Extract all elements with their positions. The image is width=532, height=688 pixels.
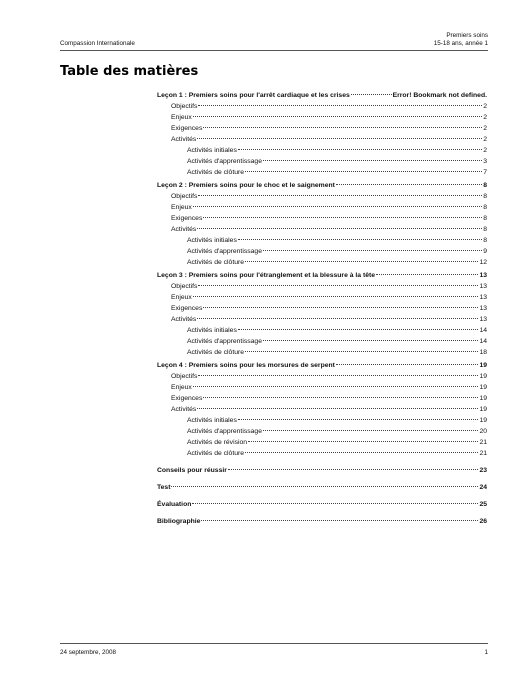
toc-entry[interactable] — [157, 465, 487, 476]
toc-entry-label: Exigences — [171, 215, 203, 222]
toc-entry-page: 19 — [479, 373, 487, 380]
toc-entry[interactable] — [157, 257, 487, 268]
toc-entry-label: Activités initiales — [187, 237, 237, 244]
toc-entry-label: Activités de clôture — [187, 349, 245, 356]
footer-date: 24 septembre, 2008 — [60, 649, 117, 656]
toc-entry[interactable] — [157, 112, 487, 123]
toc-entry-label: Activités initiales — [187, 147, 237, 154]
toc-dot-leader — [245, 261, 478, 262]
toc-entry-page: 13 — [479, 283, 487, 290]
toc-entry[interactable] — [157, 167, 487, 178]
toc-dot-leader — [198, 375, 478, 376]
toc-entry-page: 18 — [479, 349, 487, 356]
toc-entry[interactable] — [157, 101, 487, 112]
toc-entry-page: 13 — [479, 294, 487, 301]
toc-entry-label: Activités de révision — [187, 439, 248, 446]
toc-dot-leader — [171, 486, 478, 487]
toc-dot-leader — [263, 430, 478, 431]
toc-entry-page: 21 — [479, 439, 487, 446]
toc-entry[interactable] — [157, 393, 487, 404]
toc-entry-page: 19 — [479, 406, 487, 413]
page-title: Table des matières — [60, 64, 199, 79]
toc-entry-label: Leçon 3 : Premiers soins pour l'étranglement et la blessure à la tête — [157, 272, 376, 279]
toc-dot-leader — [203, 397, 478, 398]
toc-entry[interactable] — [157, 336, 487, 347]
toc-entry-page: 8 — [483, 193, 487, 200]
toc-entry-label: Leçon 2 : Premiers soins pour le choc et le saignement — [157, 182, 335, 189]
toc-entry-label: Activités d'apprentissage — [187, 248, 262, 255]
toc-dot-leader — [238, 149, 482, 150]
toc-entry[interactable] — [157, 191, 487, 202]
toc-entry[interactable] — [157, 246, 487, 257]
toc-dot-leader — [238, 329, 479, 330]
toc-dot-leader — [197, 408, 478, 409]
header-course: Premiers soins — [446, 32, 488, 39]
toc-entry[interactable] — [157, 371, 487, 382]
toc-dot-leader — [228, 469, 479, 470]
toc-entry-label: Enjeux — [171, 384, 192, 391]
toc-dot-leader — [351, 94, 392, 95]
toc-entry[interactable] — [157, 347, 487, 358]
toc-entry[interactable] — [157, 224, 487, 235]
toc-dot-leader — [203, 217, 482, 218]
toc-entry-page: 19 — [479, 362, 487, 369]
toc-dot-leader — [263, 160, 482, 161]
toc-entry[interactable] — [157, 448, 487, 459]
toc-dot-leader — [198, 195, 482, 196]
toc-entry-label: Activités de clôture — [187, 450, 245, 457]
toc-entry-page: 19 — [479, 395, 487, 402]
toc-entry[interactable] — [157, 404, 487, 415]
toc-entry-page: 8 — [483, 215, 487, 222]
toc-entry-label: Objectifs — [171, 283, 198, 290]
toc-entry-page: 25 — [479, 501, 487, 508]
toc-entry-label: Activités d'apprentissage — [187, 428, 262, 435]
toc-entry[interactable] — [157, 325, 487, 336]
toc-entry-page: 26 — [479, 518, 487, 525]
header-audience: 15-18 ans, année 1 — [433, 39, 488, 47]
toc-entry-page: 8 — [483, 226, 487, 233]
toc-entry[interactable] — [157, 415, 487, 426]
toc-entry-page: 13 — [479, 305, 487, 312]
toc-entry-label: Test — [157, 484, 171, 491]
toc-entry[interactable] — [157, 156, 487, 167]
toc-entry-page: 8 — [483, 204, 487, 211]
toc-entry-label: Activités — [171, 406, 197, 413]
toc-dot-leader — [263, 340, 478, 341]
toc-entry-page: 2 — [483, 147, 487, 154]
toc-entry-page: 14 — [479, 327, 487, 334]
toc-entry-label: Activités initiales — [187, 417, 237, 424]
header-organization: Compassion Internationale — [60, 40, 135, 47]
toc-entry-page: 8 — [483, 237, 487, 244]
toc-entry-label: Bibliographie — [157, 518, 201, 525]
toc-dot-leader — [192, 503, 478, 504]
toc-entry-label: Enjeux — [171, 114, 192, 121]
toc-entry-page: 20 — [479, 428, 487, 435]
toc-dot-leader — [193, 296, 479, 297]
toc-entry[interactable] — [157, 180, 487, 191]
toc-entry[interactable] — [157, 382, 487, 393]
toc-entry-page: 3 — [483, 158, 487, 165]
toc-entry-page: 12 — [479, 259, 487, 266]
toc-entry-page: 13 — [479, 316, 487, 323]
footer-page-number: 1 — [484, 649, 488, 656]
toc-dot-leader — [193, 116, 482, 117]
toc-entry-page: 2 — [483, 103, 487, 110]
toc-entry[interactable] — [157, 314, 487, 325]
toc-dot-leader — [198, 285, 478, 286]
toc-entry[interactable] — [157, 235, 487, 246]
toc-dot-leader — [197, 228, 482, 229]
toc-entry-label: Conseils pour réussir — [157, 467, 227, 474]
toc-entry-page: 8 — [483, 182, 487, 189]
toc-entry[interactable] — [157, 213, 487, 224]
toc-dot-leader — [376, 274, 478, 275]
toc-entry-page: 19 — [479, 417, 487, 424]
toc-entry[interactable] — [157, 281, 487, 292]
toc-entry-page: 2 — [483, 125, 487, 132]
toc-entry[interactable] — [157, 292, 487, 303]
toc-dot-leader — [203, 307, 478, 308]
toc-entry[interactable] — [157, 499, 487, 510]
toc-entry[interactable] — [157, 270, 487, 281]
header-course-info — [434, 32, 488, 47]
toc-entry-label: Activités — [171, 316, 197, 323]
toc-entry-label: Activités d'apprentissage — [187, 158, 262, 165]
toc-entry[interactable] — [157, 437, 487, 448]
toc-entry-page: 14 — [479, 338, 487, 345]
toc-entry-page: 2 — [483, 136, 487, 143]
toc-entry-label: Enjeux — [171, 204, 192, 211]
page-footer — [60, 643, 488, 656]
toc-entry[interactable] — [157, 426, 487, 437]
toc-entry-label: Évaluation — [157, 501, 192, 508]
toc-entry-label: Activités — [171, 226, 197, 233]
toc-entry[interactable] — [157, 90, 487, 101]
toc-entry-page: Error! Bookmark not defined. — [392, 92, 487, 99]
page-header — [60, 30, 488, 51]
toc-dot-leader — [238, 419, 479, 420]
toc-dot-leader — [336, 184, 482, 185]
toc-entry[interactable] — [157, 145, 487, 156]
toc-dot-leader — [245, 351, 478, 352]
toc-dot-leader — [193, 386, 479, 387]
toc-entry[interactable] — [157, 360, 487, 371]
toc-entry-page: 7 — [483, 169, 487, 176]
toc-entry-label: Objectifs — [171, 103, 198, 110]
toc-entry-page: 13 — [479, 272, 487, 279]
toc-entry-label: Activités de clôture — [187, 169, 245, 176]
toc-entry[interactable] — [157, 303, 487, 314]
toc-dot-leader — [245, 171, 482, 172]
toc-dot-leader — [197, 318, 478, 319]
toc-entry[interactable] — [157, 516, 487, 527]
toc-dot-leader — [197, 138, 482, 139]
toc-entry-label: Activités d'apprentissage — [187, 338, 262, 345]
toc-entry[interactable] — [157, 123, 487, 134]
toc-entry-label: Objectifs — [171, 373, 198, 380]
toc-dot-leader — [336, 364, 479, 365]
toc-entry-label: Enjeux — [171, 294, 192, 301]
toc-dot-leader — [203, 127, 482, 128]
toc-dot-leader — [201, 520, 478, 521]
toc-entry-label: Exigences — [171, 125, 203, 132]
toc-entry-page: 2 — [483, 114, 487, 121]
toc-entry-label: Activités — [171, 136, 197, 143]
toc-dot-leader — [193, 206, 482, 207]
table-of-contents — [157, 88, 487, 527]
toc-entry-label: Exigences — [171, 395, 203, 402]
toc-entry-page: 9 — [483, 248, 487, 255]
toc-entry[interactable] — [157, 134, 487, 145]
toc-entry-page: 21 — [479, 450, 487, 457]
toc-entry-label: Leçon 1 : Premiers soins pour l'arrêt cardiaque et les crises — [157, 92, 350, 99]
toc-entry[interactable] — [157, 202, 487, 213]
toc-entry-label: Objectifs — [171, 193, 198, 200]
toc-entry-label: Exigences — [171, 305, 203, 312]
toc-entry-label: Activités initiales — [187, 327, 237, 334]
toc-dot-leader — [245, 452, 478, 453]
toc-entry-page: 24 — [479, 484, 487, 491]
toc-dot-leader — [238, 239, 482, 240]
toc-dot-leader — [198, 105, 482, 106]
toc-dot-leader — [248, 441, 478, 442]
toc-entry-label: Activités de clôture — [187, 259, 245, 266]
toc-dot-leader — [263, 250, 482, 251]
toc-entry-label: Leçon 4 : Premiers soins pour les morsures de serpent — [157, 362, 335, 369]
toc-entry[interactable] — [157, 482, 487, 493]
toc-entry-page: 19 — [479, 384, 487, 391]
toc-entry-page: 23 — [479, 467, 487, 474]
